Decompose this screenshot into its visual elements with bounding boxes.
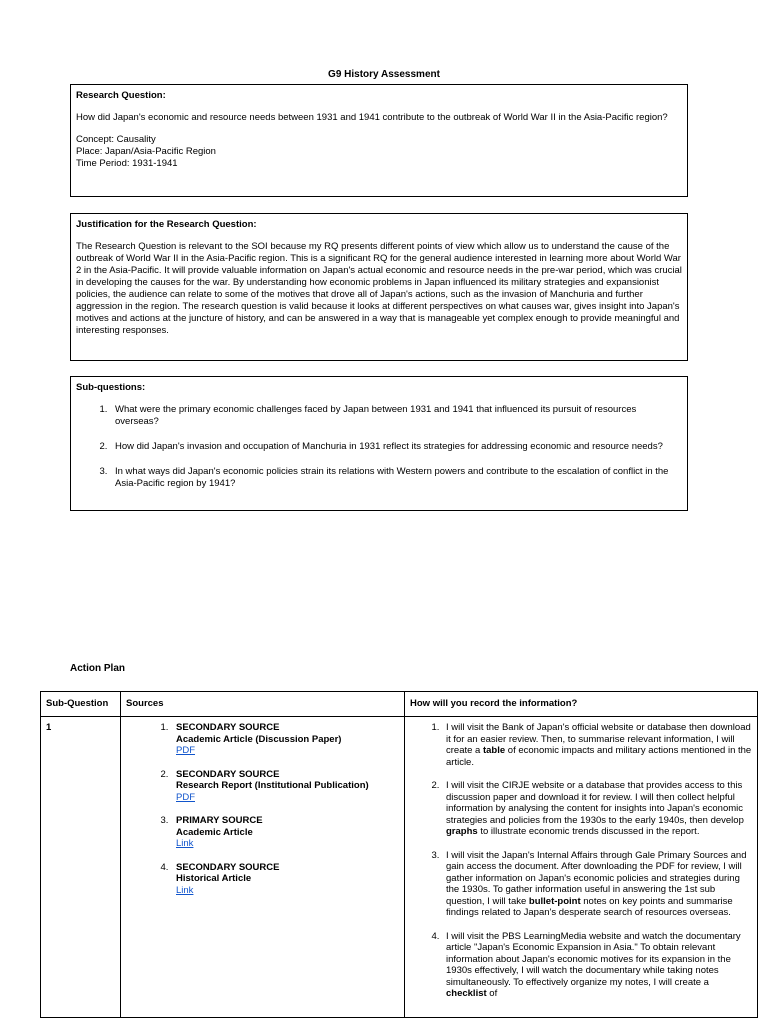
sub-question-item: 1. What were the primary economic challenges faced by Japan between 1931 and 1941 that influenced its pursuit of resources overseas? — [110, 404, 682, 428]
record-cell — [405, 717, 758, 1018]
place-line: Place: Japan/Asia-Pacific Region — [76, 146, 216, 157]
record-item — [442, 931, 752, 1000]
source-item — [171, 769, 399, 804]
action-plan-table — [40, 691, 758, 1018]
sources-list — [143, 722, 399, 896]
research-question-box — [70, 84, 688, 197]
record-text: I will visit the Japan's Internal Affairs through Gale Primary Sources and gain access the document. After downloading the PDF for review, I will gather information on Japan's economic policies and strategies during the 1930s. To gather information useful in answering the 1st sub question, I will take — [446, 849, 747, 907]
record-emphasis: graphs — [446, 826, 478, 837]
sub-question-item: 3. In what ways did Japan's economic policies strain its relations with Western powers and contribute to the escalation of conflict in the Asia-Pacific region by 1941? — [110, 466, 682, 490]
record-text: I will visit the PBS LearningMedia website and watch the documentary article "Japan's Economic Expansion in Asia." To obtain relevant information about Japan's economic motives for its expansion in the 1930s effectively, I will watch the documentary while taking notes simultaneously. To effectively organize my notes, I will create a — [446, 930, 741, 988]
source-link[interactable]: Link — [176, 884, 194, 896]
table-row — [41, 717, 758, 1018]
action-plan-heading: Action Plan — [70, 663, 126, 674]
record-item — [442, 780, 752, 838]
source-type: 3. PRIMARY SOURCE — [176, 815, 263, 826]
justification-box — [70, 213, 688, 361]
sources-cell — [121, 717, 405, 1018]
record-text: of — [486, 988, 498, 999]
record-text: of economic impacts and military actions mentioned in the article. — [446, 745, 752, 768]
record-list — [410, 722, 752, 1000]
sub-question-number-cell: 1 — [41, 717, 121, 1018]
source-link[interactable]: PDF — [176, 791, 195, 803]
concept-line: Concept: Causality — [76, 134, 156, 145]
source-kind: Academic Article — [176, 826, 253, 838]
source-kind: Research Report (Institutional Publication) — [176, 780, 369, 791]
source-kind: Historical Article — [176, 873, 252, 884]
source-item — [171, 862, 399, 897]
justification-heading: Justification for the Research Question: — [76, 219, 257, 230]
justification-text: The Research Question is relevant to the SOI because my RQ presents different points of view which allow us to understand the cause of the outbreak of World War II in the Asia-Pacific region. This is a significant RQ for the general audience interested in learning more about World War 2 in the Asia-Pacific. It will provide valuable information on Japan's actual economic and resource needs in the pre-war period, which was crucial in developing the causes for the war. By understanding how economic problems in Japan influenced its military strategies and expansionist policies, the audience can relate to some of the motives that drove all of Japan's actions, such as the invasion of Manchuria and further aggression in the region. The research question is valid because it looks at different perspectives on what causes war, gives insight into Japan's motives and actions at the juncture of history, and can be answered in a way that is manageable yet complex enough to provide meaningful and interesting responses. — [76, 241, 682, 336]
sub-question-item: 2. How did Japan's invasion and occupation of Manchuria in 1931 reflect its strategies for addressing economic and resource needs? — [110, 441, 682, 453]
research-question-heading: Research Question: — [76, 90, 166, 101]
source-type: 2. SECONDARY SOURCE — [176, 768, 280, 780]
column-header-record: How will you record the information? — [405, 692, 758, 717]
record-item — [442, 850, 752, 919]
document-title: G9 History Assessment — [328, 69, 440, 80]
source-link[interactable]: PDF — [176, 745, 195, 756]
column-header-sub-question: Sub-Question — [41, 692, 121, 717]
record-emphasis: checklist — [446, 988, 487, 999]
record-text: I will visit the Bank of Japan's official website or database then download it for an easier review. Then, to summarise relevant information, I will create a — [446, 722, 751, 756]
source-kind: Academic Article (Discussion Paper) — [176, 733, 342, 745]
sub-questions-list — [76, 404, 682, 490]
source-item — [171, 815, 399, 850]
source-item — [171, 722, 399, 757]
column-header-sources: Sources — [121, 692, 405, 717]
record-emphasis: table — [482, 745, 506, 756]
sub-questions-heading: Sub-questions: — [76, 382, 146, 393]
sub-questions-box — [70, 376, 688, 511]
research-question-text: How did Japan's economic and resource needs between 1931 and 1941 contribute to the outbreak of World War II in the Asia-Pacific region? — [76, 112, 668, 123]
record-text: I will visit the CIRJE website or a database that provides access to this discussion paper and download it for review. I will then collect helpful information by analysing the content for insights into Japan's economic strategies and policies from the 1930s to the early 1940s, then develop — [446, 780, 744, 826]
record-item — [442, 722, 752, 768]
table-header-row — [41, 692, 758, 717]
source-link[interactable]: Link — [176, 838, 194, 849]
source-type: 4. SECONDARY SOURCE — [176, 861, 280, 873]
record-text: to illustrate economic trends discussed in the report. — [477, 826, 700, 837]
time-period-line: Time Period: 1931-1941 — [76, 158, 178, 169]
source-type: 1. SECONDARY SOURCE — [176, 722, 280, 733]
record-text: notes on key points and summarise findings related to Japan's desperate search of resources overseas. — [446, 895, 733, 918]
record-emphasis: bullet-point — [528, 895, 581, 907]
